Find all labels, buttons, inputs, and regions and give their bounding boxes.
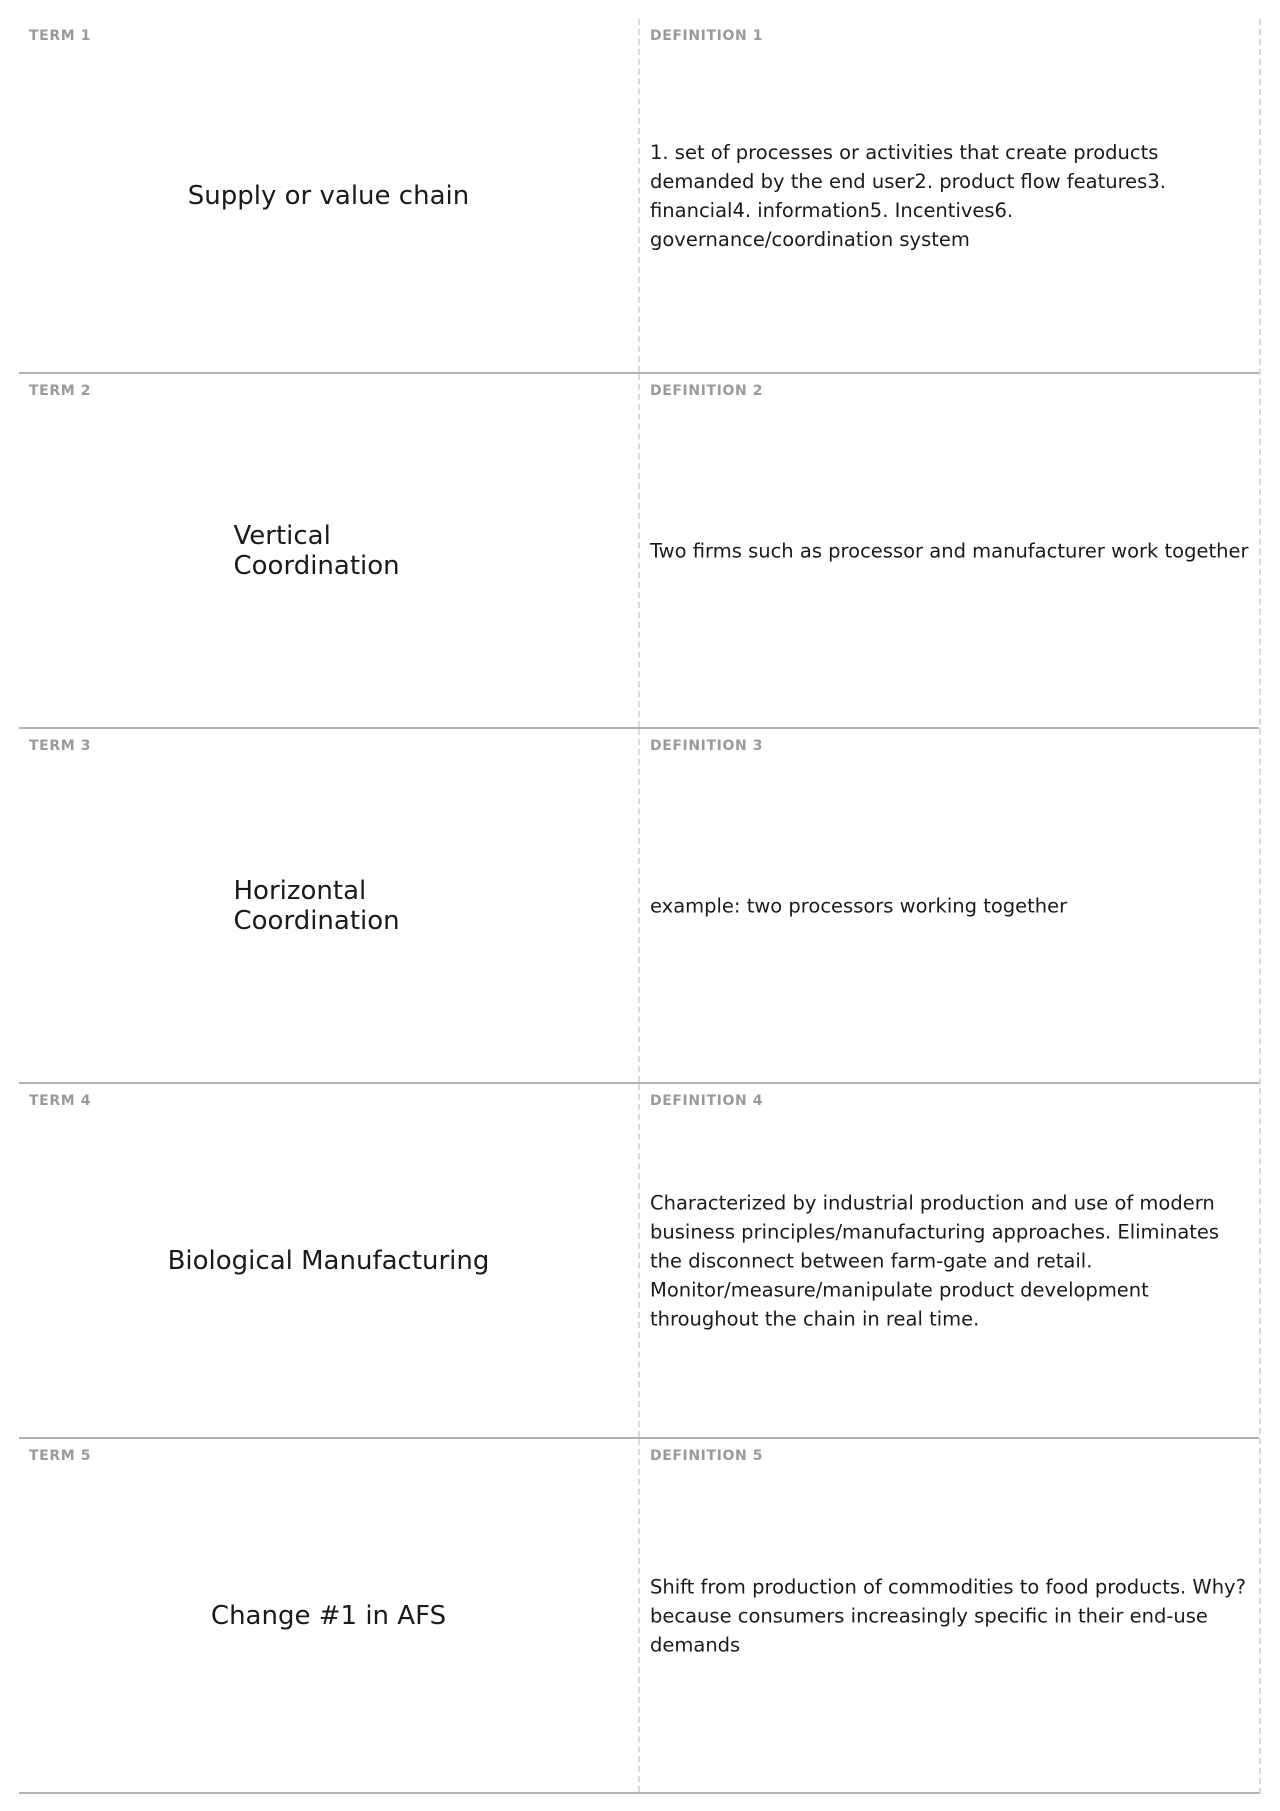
definition-text: example: two processors working together [650, 894, 1068, 917]
term-cell [19, 1084, 640, 1437]
flashcard-sheet [19, 19, 1261, 1794]
term-label: TERM 1 [29, 28, 92, 44]
definition-cell [640, 19, 1259, 372]
flashcard-row [19, 1439, 1259, 1794]
definition-text: Two firms such as processor and manufacturer work together [650, 539, 1249, 562]
flashcard-row [19, 374, 1259, 729]
term-label: TERM 4 [29, 1093, 92, 1109]
term-text: Change #1 in AFS [210, 1600, 447, 1631]
term-text: Horizontal Coordination [233, 875, 400, 936]
term-text: Vertical Coordination [233, 520, 400, 581]
flashcard-row [19, 1084, 1259, 1439]
term-cell [19, 19, 640, 372]
term-cell [19, 1439, 640, 1792]
term-label: TERM 5 [29, 1448, 92, 1464]
term-label: TERM 3 [29, 738, 92, 754]
flashcard-row [19, 19, 1259, 374]
definition-cell [640, 1084, 1259, 1437]
definition-label: DEFINITION 5 [650, 1448, 764, 1464]
term-text: Supply or value chain [187, 180, 470, 211]
term-label: TERM 2 [29, 383, 92, 399]
definition-text: 1. set of processes or activities that create products demanded by the end user2. product flow features3. financial4. information5. Incentives6. governance/coordination system [650, 140, 1166, 251]
term-text: Biological Manufacturing [167, 1245, 490, 1276]
definition-cell [640, 374, 1259, 727]
flashcard-row [19, 729, 1259, 1084]
term-cell [19, 729, 640, 1082]
term-cell [19, 374, 640, 727]
definition-cell [640, 729, 1259, 1082]
definition-text: Shift from production of commodities to food products. Why? because consumers increasingly specific in their end-use demands [650, 1575, 1246, 1656]
definition-label: DEFINITION 3 [650, 738, 764, 754]
definition-label: DEFINITION 1 [650, 28, 764, 44]
definition-label: DEFINITION 4 [650, 1093, 764, 1109]
definition-text: Characterized by industrial production and use of modern business principles/manufacturing approaches. Eliminates the disconnect between farm-gate and retail. Monitor/measure/manipulate product development throughout the chain in real time. [650, 1191, 1220, 1330]
definition-cell [640, 1439, 1259, 1792]
definition-label: DEFINITION 2 [650, 383, 764, 399]
